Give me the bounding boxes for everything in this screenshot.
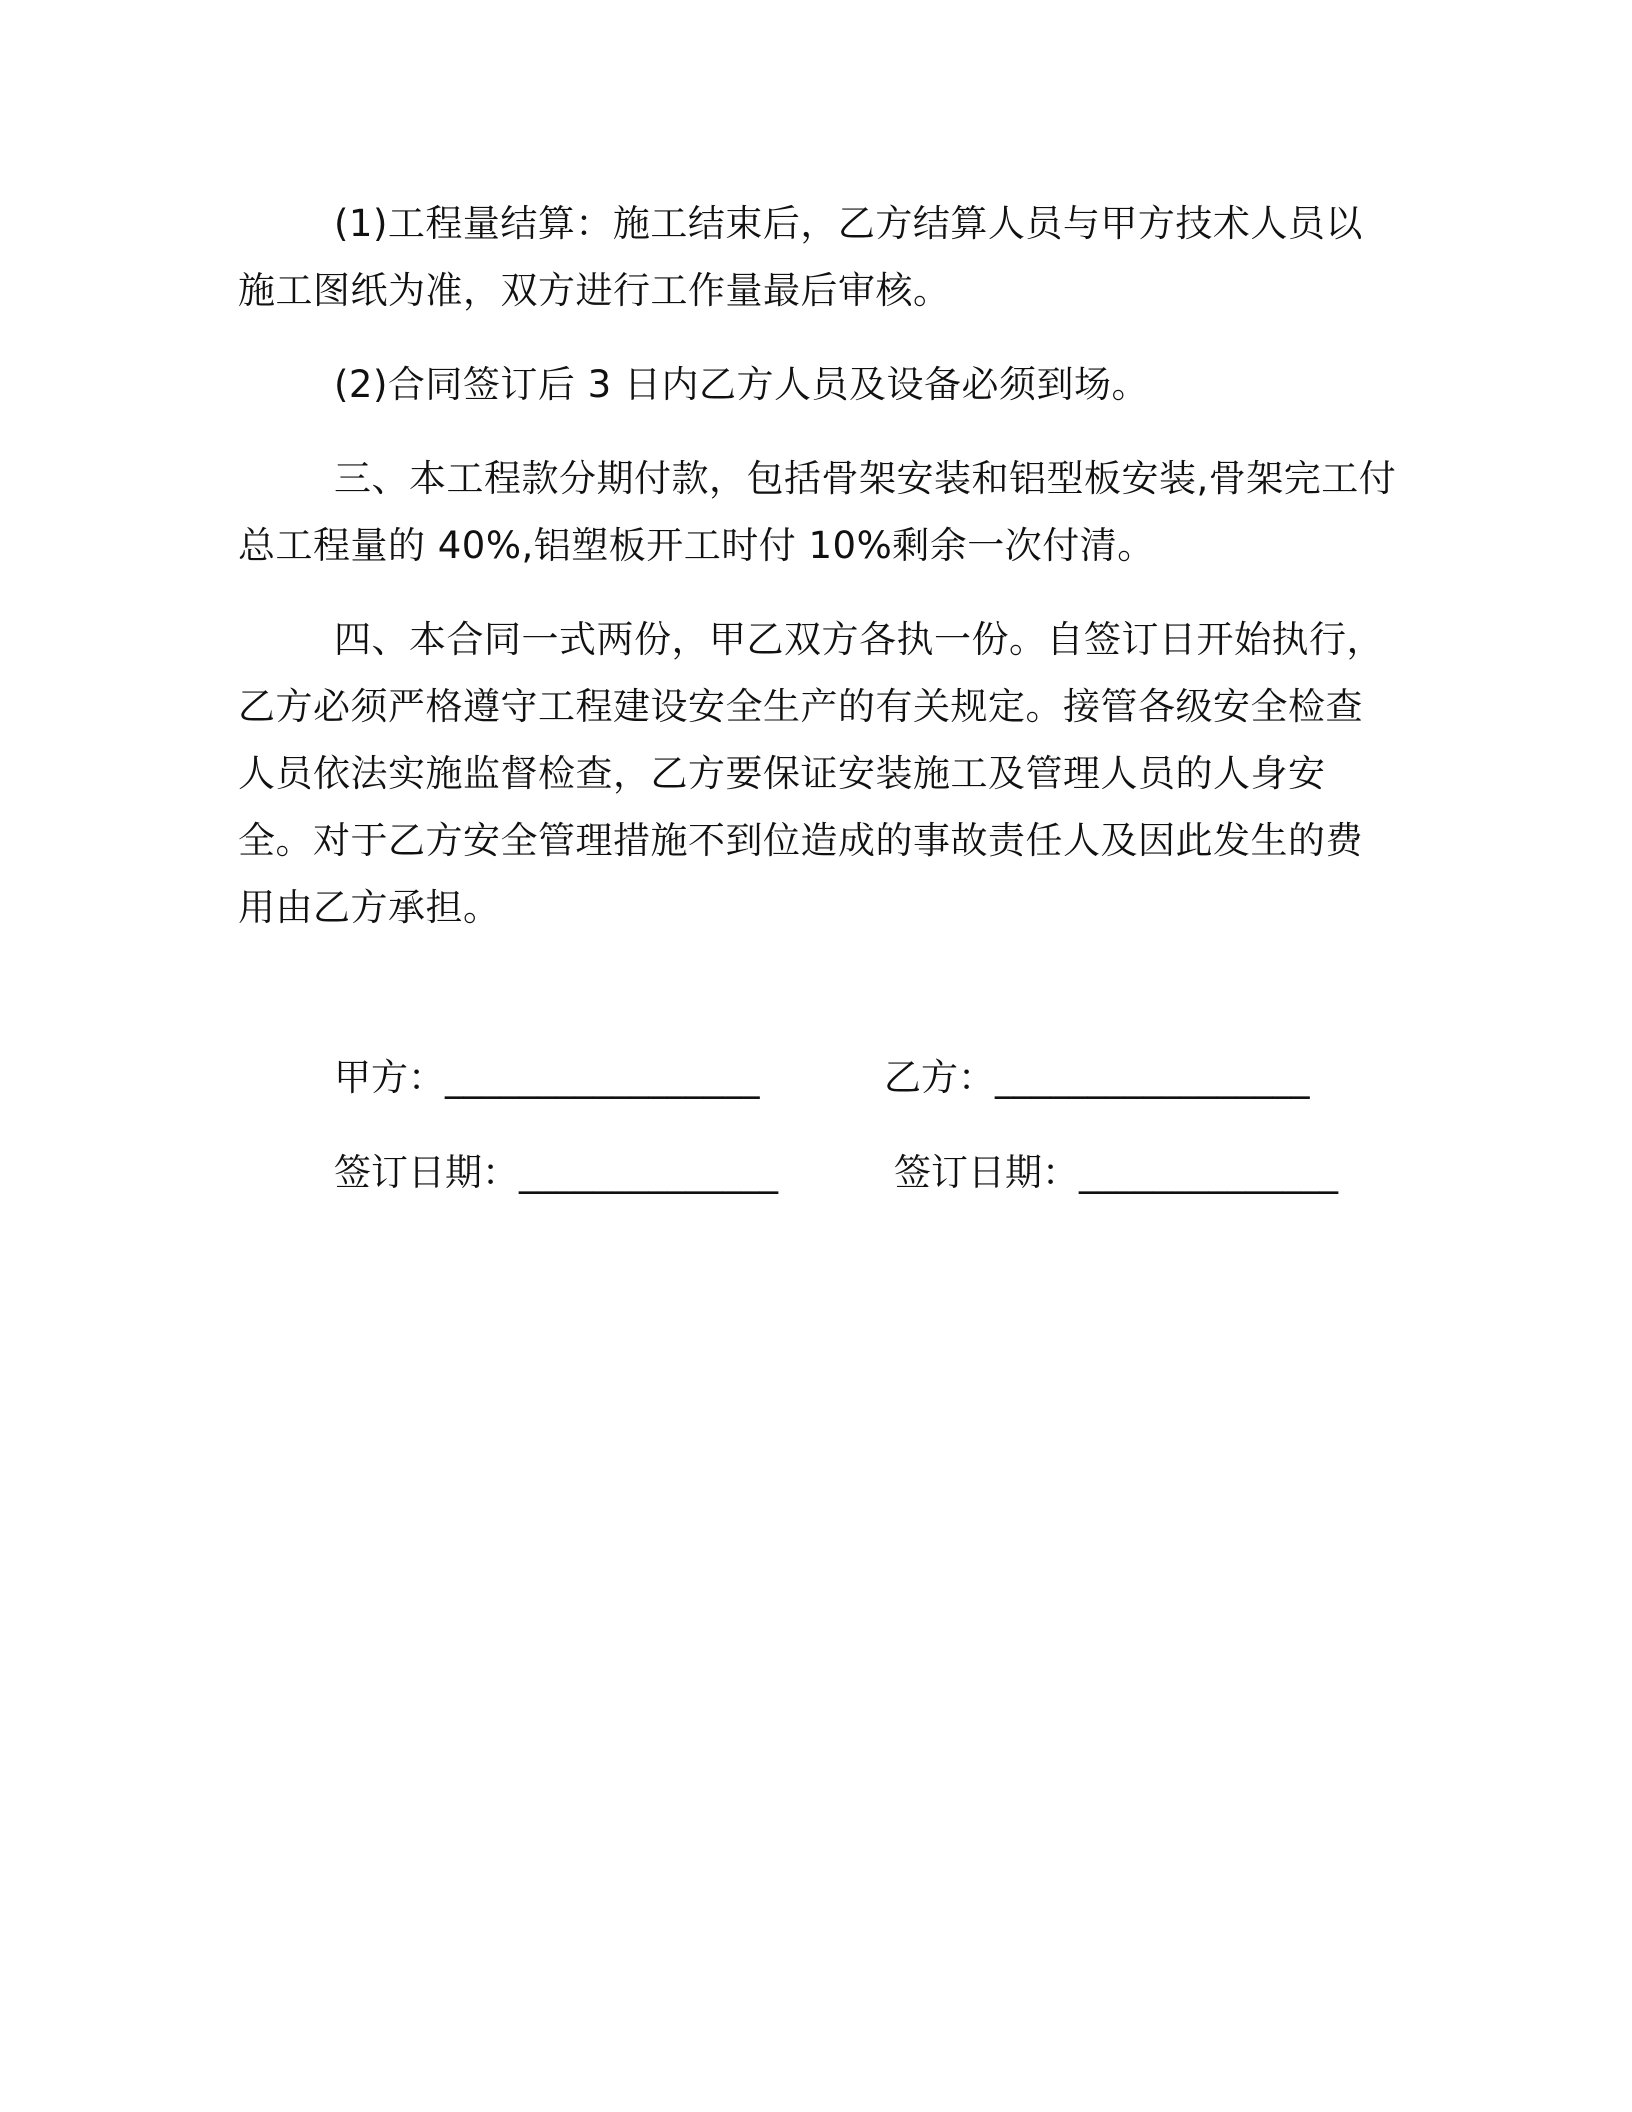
contract-body <box>238 190 1398 968</box>
signature-row-parties <box>334 1053 1394 1103</box>
clause-copies-safety: 四、本合同一式两份，甲乙双方各执一份。自签订日开始执行，乙方必须严格遵守工程建设安全生产的有关规定。接管各级安全检查人员依法实施监督检查，乙方要保证安装施工及管理人员的人身安全。对于乙方安全管理措施不到位造成的事故责任人及因此发生的费用由乙方承担。 <box>238 618 1384 929</box>
clause-payment: 三、本工程款分期付款，包括骨架安装和铝型板安装,骨架完工付总工程量的 40%,铝塑板开工时付 10%剩余一次付清。 <box>238 457 1397 567</box>
party-a-signature-line: 甲方：_________________ <box>334 1056 760 1099</box>
party-b-signature-line: 乙方：_________________ <box>884 1056 1310 1099</box>
clause-arrival: (2)合同签订后 3 日内乙方人员及设备必须到场。 <box>334 363 1149 406</box>
party-b-date-line: 签订日期：______________ <box>894 1151 1338 1194</box>
signature-row-dates <box>334 1148 1394 1198</box>
signature-block <box>334 1053 1394 1243</box>
clause-settlement: (1)工程量结算：施工结束后，乙方结算人员与甲方技术人员以施工图纸为准，双方进行工作量最后审核。 <box>238 202 1363 312</box>
party-a-date-line: 签订日期：______________ <box>334 1151 778 1194</box>
